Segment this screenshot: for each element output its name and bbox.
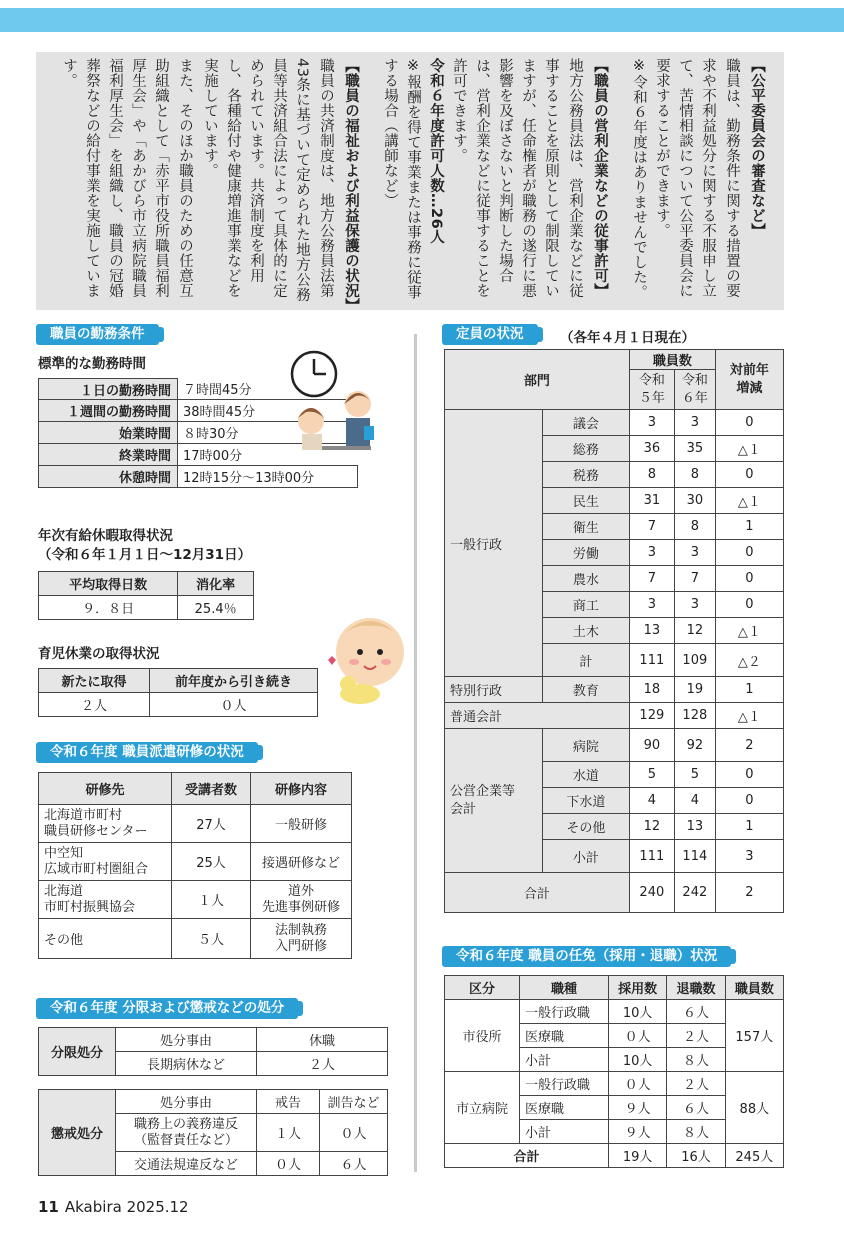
heart-icon: [328, 656, 336, 665]
training-header: 令和６年度 職員派遣研修の状況: [36, 742, 258, 763]
r5-value: 3: [629, 410, 674, 436]
diff-value: 0: [715, 566, 783, 592]
bunken-reason-header: 処分事由: [116, 1028, 257, 1052]
paid-leave-period: （令和６年１月１日〜12月31日）: [38, 547, 252, 563]
kunkoku-value: ０人: [320, 1114, 388, 1152]
hired-value: ９人: [609, 1120, 667, 1144]
r5-total: 240: [629, 873, 674, 913]
new-leave-value: ２人: [39, 693, 150, 717]
info-panel: [36, 52, 784, 313]
training-content: 法制執務 入門研修: [251, 919, 352, 959]
side-business-heading: 【職員の営利企業などの従事許可】: [592, 58, 608, 298]
retired-total: 16人: [667, 1144, 725, 1168]
r5-value: 31: [629, 488, 674, 514]
r5-value: 3: [629, 592, 674, 618]
welfare-text-1: 職員の共済制度は、地方公務員法第43条に基づいて定められた地方公務員等共済組合法によって具体的に定められています。共済制度を利用し、各種給付や健康増進事業などを実施しています。: [202, 58, 334, 303]
r5-value: 7: [629, 566, 674, 592]
r6-value: 8: [674, 462, 715, 488]
vertical-text-block: [57, 58, 768, 313]
r5-header: 令和 ５年: [629, 370, 674, 410]
chokai-label: 懲戒処分: [39, 1090, 116, 1176]
appointment-total-label: 合計: [445, 1144, 609, 1168]
work-hours-label: 始業時間: [39, 422, 178, 444]
baby-illustration: [322, 610, 414, 706]
diff-value: 0: [715, 788, 783, 814]
dept-name: 病院: [543, 729, 630, 762]
work-hours-label: 休憩時間: [39, 466, 178, 488]
training-dest: 中空知 広域市町村圏組合: [39, 843, 172, 881]
r6-value: 3: [674, 410, 715, 436]
dept-name: 土木: [543, 618, 630, 644]
dept-name: 議会: [543, 410, 630, 436]
dept-name: 労働: [543, 540, 630, 566]
training-table: [38, 772, 352, 959]
side-business-count: 令和６年度許可人数…26人: [428, 58, 444, 245]
work-hours-value: 17時00分: [178, 444, 358, 466]
dept-header: 部門: [445, 350, 630, 410]
diff-value: 0: [715, 540, 783, 566]
continued-leave-header: 前年度から引き続き: [150, 669, 318, 693]
retired-header: 退職数: [667, 976, 725, 1000]
dept-name: 農水: [543, 566, 630, 592]
dept-name: 総務: [543, 436, 630, 462]
general-admin-label: 一般行政: [445, 410, 543, 677]
staff-grand-total: 245人: [725, 1144, 783, 1168]
kaikoku-value: １人: [257, 1114, 320, 1152]
r6-value: 5: [674, 762, 715, 788]
side-business-text: 地方公務員法は、営利企業などに従事することを原則として制限していますが、任命権者が職務の遂行に悪影響を及ぼさないと判断した場合は、営利企業などに従事することを許可できます。: [451, 58, 583, 298]
r6-value: 114: [674, 840, 715, 873]
fairness-committee-heading: 【公平委員会の審査など】: [749, 58, 765, 238]
paid-leave-table: [38, 571, 254, 620]
training-dest: 北海道 市町村振興協会: [39, 881, 172, 919]
job-type: 医療職: [520, 1096, 609, 1120]
staff-count-header: 職員数: [725, 976, 783, 1000]
r5-value: 111: [629, 840, 674, 873]
training-content: 接遇研修など: [251, 843, 352, 881]
r6-value: 30: [674, 488, 715, 514]
dept-name: 計: [543, 644, 630, 677]
bunken-label: 分限処分: [39, 1028, 116, 1076]
training-count: 27人: [172, 805, 251, 843]
r5-value: 18: [629, 677, 674, 703]
diff-value: 1: [715, 814, 783, 840]
fairness-committee-text: 職員は、勤務条件に関する措置の要求や不利益処分に関する不服申し立て、苦情相談について公平委員会に要求することができます。: [654, 58, 740, 298]
r6-value: 8: [674, 514, 715, 540]
page-footer: [38, 1198, 189, 1216]
kunkoku-value: ６人: [320, 1152, 388, 1176]
public-enterprise-label: 公営企業等 会計: [445, 729, 543, 873]
r6-value: 3: [674, 592, 715, 618]
r6-value: 4: [674, 788, 715, 814]
hired-header: 採用数: [609, 976, 667, 1000]
job-type: 小計: [520, 1120, 609, 1144]
job-type: 一般行政職: [520, 1000, 609, 1024]
hospital-label: 市立病院: [445, 1072, 520, 1144]
hired-value: 10人: [609, 1048, 667, 1072]
usage-rate-value: 25.4％: [178, 596, 254, 620]
side-business-note: ※報酬を得て事業または事務に従事する場合（講師など）: [382, 58, 421, 300]
r5-value: 111: [629, 644, 674, 677]
hired-value: ０人: [609, 1072, 667, 1096]
dept-name: 小計: [543, 840, 630, 873]
training-count: １人: [172, 881, 251, 919]
hired-value: ９人: [609, 1096, 667, 1120]
bunken-table: [38, 1027, 388, 1076]
chokai-reason-header: 処分事由: [116, 1090, 257, 1114]
dept-name: 税務: [543, 462, 630, 488]
work-hours-value: ７時間45分: [178, 379, 358, 400]
training-content: 一般研修: [251, 805, 352, 843]
city-hall-label: 市役所: [445, 1000, 520, 1072]
diff-value: 1: [715, 514, 783, 540]
retired-value: ２人: [667, 1024, 725, 1048]
childcare-leave-table: [38, 668, 318, 717]
retired-value: ８人: [667, 1048, 725, 1072]
diff-header: 対前年 増減: [715, 350, 783, 410]
continued-leave-value: ０人: [150, 693, 318, 717]
r5-value: 3: [629, 540, 674, 566]
r5-value: 4: [629, 788, 674, 814]
staff-count-header: 職員数: [629, 350, 715, 370]
retired-value: ８人: [667, 1120, 725, 1144]
kunkoku-header: 訓告など: [320, 1090, 388, 1114]
training-count-header: 受講者数: [172, 773, 251, 805]
avg-days-value: ９．８日: [39, 596, 178, 620]
work-hours-label: 終業時間: [39, 444, 178, 466]
hired-value: ０人: [609, 1024, 667, 1048]
r6-value: 109: [674, 644, 715, 677]
normal-account-label: 普通会計: [445, 703, 630, 729]
r6-total: 242: [674, 873, 715, 913]
appointment-table: [444, 975, 784, 1168]
dept-name: その他: [543, 814, 630, 840]
work-hours-subtitle: 標準的な勤務時間: [38, 356, 146, 372]
retired-value: ６人: [667, 1000, 725, 1024]
diff-value: △１: [715, 618, 783, 644]
r5-value: 13: [629, 618, 674, 644]
dept-name: 衛生: [543, 514, 630, 540]
welfare-heading: 【職員の福祉および利益保護の状況】: [343, 58, 359, 313]
hospital-staff-total: 88人: [725, 1072, 783, 1144]
staff-header: 定員の状況: [442, 324, 538, 345]
r5-value: 8: [629, 462, 674, 488]
bunken-leave-header: 休職: [257, 1028, 388, 1052]
r5-value: 129: [629, 703, 674, 729]
r6-value: 128: [674, 703, 715, 729]
r6-value: 12: [674, 618, 715, 644]
diff-total: 2: [715, 873, 783, 913]
avg-days-header: 平均取得日数: [39, 572, 178, 596]
training-count: 25人: [172, 843, 251, 881]
category-header: 区分: [445, 976, 520, 1000]
diff-value: 0: [715, 592, 783, 618]
job-type: 小計: [520, 1048, 609, 1072]
r6-value: 19: [674, 677, 715, 703]
training-dest-header: 研修先: [39, 773, 172, 805]
diff-value: 0: [715, 762, 783, 788]
r5-value: 36: [629, 436, 674, 462]
work-hours-value: ８時30分: [178, 422, 358, 444]
training-dest: 北海道市町村 職員研修センター: [39, 805, 172, 843]
work-hours-label: １週間の勤務時間: [39, 400, 178, 422]
column-divider: [414, 334, 417, 1172]
city-staff-total: 157人: [725, 1000, 783, 1072]
chokai-table: [38, 1089, 388, 1176]
kaikoku-header: 戒告: [257, 1090, 320, 1114]
childcare-leave-title: 育児休業の取得状況: [38, 646, 160, 662]
diff-value: 3: [715, 840, 783, 873]
dept-name: 下水道: [543, 788, 630, 814]
paid-leave-title: 年次有給休暇取得状況: [38, 528, 173, 544]
office-workers-illustration: [286, 346, 416, 476]
training-content: 道外 先進事例研修: [251, 881, 352, 919]
staff-total-label: 合計: [445, 873, 630, 913]
work-hours-value: 38時間45分: [178, 400, 358, 422]
r5-value: 12: [629, 814, 674, 840]
new-leave-header: 新たに取得: [39, 669, 150, 693]
dept-name: 水道: [543, 762, 630, 788]
diff-value: △１: [715, 703, 783, 729]
retired-value: ６人: [667, 1096, 725, 1120]
job-type-header: 職種: [520, 976, 609, 1000]
work-conditions-header: 職員の勤務条件: [36, 324, 159, 345]
r5-value: 5: [629, 762, 674, 788]
retired-value: ２人: [667, 1072, 725, 1096]
diff-value: 1: [715, 677, 783, 703]
diff-value: 0: [715, 462, 783, 488]
diff-value: △２: [715, 644, 783, 677]
bunken-leave-value: ２人: [257, 1052, 388, 1076]
dept-name: 民生: [543, 488, 630, 514]
work-hours-value: 12時15分〜13時00分: [178, 466, 358, 488]
hired-value: 10人: [609, 1000, 667, 1024]
welfare-text-2: また、そのほか職員のための任意互助組織として「赤平市役所職員福利厚生会」や「あかびら市立病院職員福利厚生会」を組織し、職員の冠婚葬祭などの給付事業を実施しています。: [61, 58, 193, 298]
chokai-reason: 交通法規違反など: [116, 1152, 257, 1176]
training-content-header: 研修内容: [251, 773, 352, 805]
diff-value: 0: [715, 410, 783, 436]
bunken-reason: 長期病休など: [116, 1052, 257, 1076]
work-hours-label: １日の勤務時間: [39, 379, 178, 400]
training-dest: その他: [39, 919, 172, 959]
r5-value: 7: [629, 514, 674, 540]
job-type: 医療職: [520, 1024, 609, 1048]
dept-name: 教育: [543, 677, 630, 703]
r6-value: 13: [674, 814, 715, 840]
diff-value: 2: [715, 729, 783, 762]
chokai-reason: 職務上の義務違反 （監督責任など）: [116, 1114, 257, 1152]
usage-rate-header: 消化率: [178, 572, 254, 596]
discipline-header: 令和６年度 分限および懲戒などの処分: [36, 998, 298, 1019]
top-color-bar: [0, 8, 844, 32]
kaikoku-value: ０人: [257, 1152, 320, 1176]
magazine-issue: Akabira 2025.12: [64, 1198, 189, 1216]
r6-header: 令和 ６年: [674, 370, 715, 410]
job-type: 一般行政職: [520, 1072, 609, 1096]
staff-date-note: （各年４月１日現在）: [560, 330, 695, 346]
diff-value: △１: [715, 488, 783, 514]
r6-value: 7: [674, 566, 715, 592]
dept-name: 商工: [543, 592, 630, 618]
r6-value: 35: [674, 436, 715, 462]
hired-total: 19人: [609, 1144, 667, 1168]
r6-value: 3: [674, 540, 715, 566]
page-number: 11: [38, 1198, 59, 1216]
fairness-committee-note: ※令和６年度はありませんでした。: [631, 58, 647, 300]
r5-value: 90: [629, 729, 674, 762]
r6-value: 92: [674, 729, 715, 762]
training-count: ５人: [172, 919, 251, 959]
special-admin-label: 特別行政: [445, 677, 543, 703]
appointment-header: 令和６年度 職員の任免（採用・退職）状況: [442, 946, 731, 967]
diff-value: △１: [715, 436, 783, 462]
staff-table: [444, 349, 784, 913]
